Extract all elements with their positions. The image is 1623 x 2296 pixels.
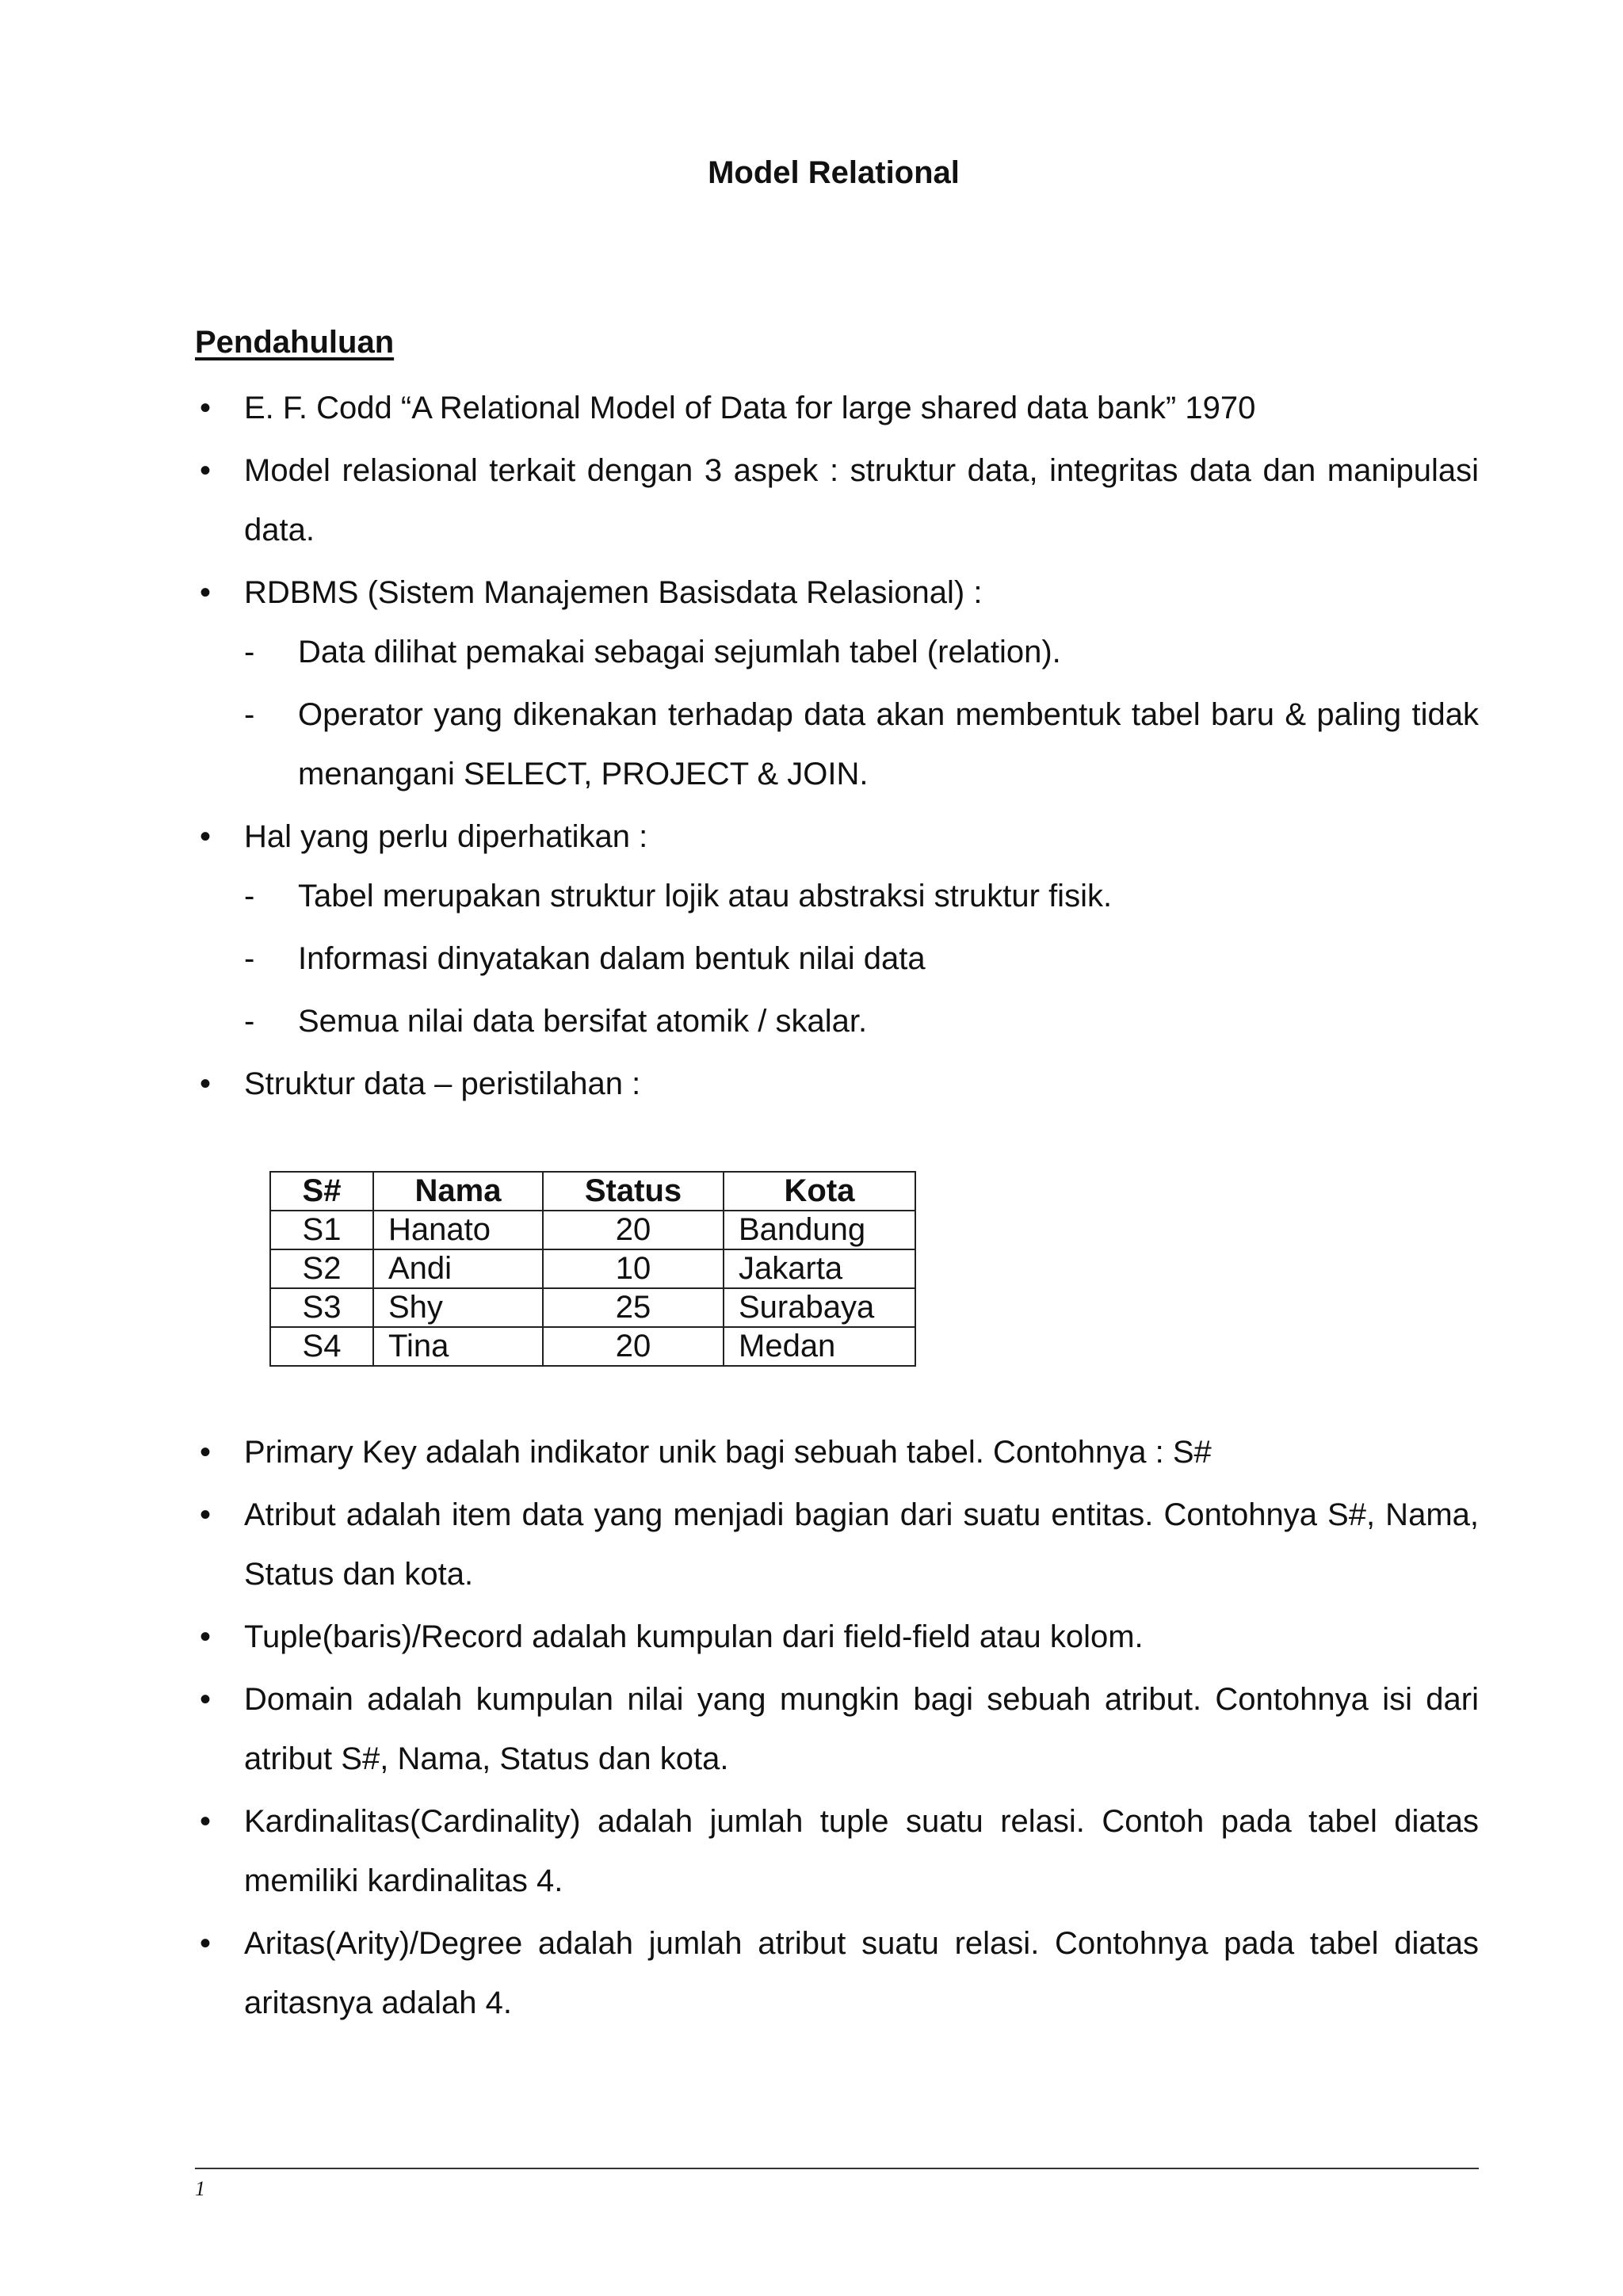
table-cell: S2 <box>270 1249 373 1288</box>
intro-bullet-list <box>195 379 1479 1117</box>
bullet-icon: • <box>200 1682 212 1717</box>
list-item <box>195 563 1479 804</box>
table-cell: S1 <box>270 1211 373 1249</box>
dash-icon: - <box>244 697 255 732</box>
table-header-cell: Status <box>543 1172 724 1211</box>
list-item <box>195 1055 1479 1114</box>
sub-list <box>244 623 1479 804</box>
list-item-text: Model relasional terkait dengan 3 aspek : struktur data, integritas data dan manipulasi data. <box>244 453 1479 547</box>
list-item <box>195 1914 1479 2033</box>
sub-list-item <box>244 992 1479 1051</box>
list-item <box>195 807 1479 1051</box>
table-cell: Hanato <box>373 1211 543 1249</box>
sub-list-item-text: Informasi dinyatakan dalam bentuk nilai data <box>298 941 926 976</box>
table-header-cell: Kota <box>724 1172 915 1211</box>
table-cell: Jakarta <box>724 1249 915 1288</box>
list-item-text: Tuple(baris)/Record adalah kumpulan dari field-field atau kolom. <box>244 1619 1144 1654</box>
table-cell: Shy <box>373 1288 543 1327</box>
table-header-cell: S# <box>270 1172 373 1211</box>
bullet-icon: • <box>200 819 212 854</box>
definitions-bullet-list <box>195 1423 1479 2036</box>
list-item <box>195 1792 1479 1911</box>
bullet-icon: • <box>200 1435 212 1470</box>
list-item-text: E. F. Codd “A Relational Model of Data for large shared data bank” 1970 <box>244 391 1256 425</box>
list-item-text: Domain adalah kumpulan nilai yang mungkin bagi sebuah atribut. Contohnya isi dari atribut S#, Nama, Status dan kota. <box>244 1682 1479 1776</box>
bullet-icon: • <box>200 1066 212 1101</box>
table-header-row <box>270 1172 915 1211</box>
footer-divider <box>195 2168 1479 2169</box>
section-heading: Pendahuluan <box>195 325 395 360</box>
table-row <box>270 1249 915 1288</box>
dash-icon: - <box>244 635 255 669</box>
sub-list-item <box>244 929 1479 989</box>
sub-list-item-text: Data dilihat pemakai sebagai sejumlah tabel (relation). <box>298 635 1061 669</box>
table-cell: Medan <box>724 1327 915 1366</box>
dash-icon: - <box>244 879 255 913</box>
bullet-icon: • <box>200 1497 212 1532</box>
bullet-icon: • <box>200 453 212 488</box>
table-row <box>270 1327 915 1366</box>
list-item-text: Aritas(Arity)/Degree adalah jumlah atribut suatu relasi. Contohnya pada tabel diatas aritasnya adalah 4. <box>244 1926 1479 2020</box>
bullet-icon: • <box>200 1619 212 1654</box>
table-cell: S4 <box>270 1327 373 1366</box>
table-cell: Surabaya <box>724 1288 915 1327</box>
sub-list-item-text: Operator yang dikenakan terhadap data akan membentuk tabel baru & paling tidak menangani SELECT, PROJECT & JOIN. <box>298 697 1479 791</box>
bullet-icon: • <box>200 391 212 425</box>
list-item <box>195 379 1479 438</box>
supplier-table <box>269 1171 916 1367</box>
list-item-text: RDBMS (Sistem Manajemen Basisdata Relasional) : <box>244 575 983 610</box>
table-cell: 10 <box>543 1249 724 1288</box>
list-item-text: Kardinalitas(Cardinality) adalah jumlah tuple suatu relasi. Contoh pada tabel diatas memiliki kardinalitas 4. <box>244 1804 1479 1898</box>
table-row <box>270 1211 915 1249</box>
table-cell: S3 <box>270 1288 373 1327</box>
table-cell: 25 <box>543 1288 724 1327</box>
sub-list-item <box>244 867 1479 926</box>
sub-list-item <box>244 623 1479 682</box>
table-cell: Tina <box>373 1327 543 1366</box>
page-title: Model Relational <box>708 155 960 190</box>
list-item <box>195 441 1479 560</box>
list-item <box>195 1423 1479 1482</box>
bullet-icon: • <box>200 1926 212 1961</box>
table-cell: 20 <box>543 1211 724 1249</box>
list-item <box>195 1608 1479 1667</box>
list-item-text: Atribut adalah item data yang menjadi bagian dari suatu entitas. Contohnya S#, Nama, Status dan kota. <box>244 1497 1479 1592</box>
list-item-text: Struktur data – peristilahan : <box>244 1066 641 1101</box>
table-cell: 20 <box>543 1327 724 1366</box>
page-number: 1 <box>195 2177 205 2200</box>
list-item <box>195 1670 1479 1789</box>
list-item-text: Primary Key adalah indikator unik bagi sebuah tabel. Contohnya : S# <box>244 1435 1212 1470</box>
table-cell: Bandung <box>724 1211 915 1249</box>
sub-list-item <box>244 685 1479 804</box>
bullet-icon: • <box>200 1804 212 1839</box>
table-row <box>270 1288 915 1327</box>
bullet-icon: • <box>200 575 212 610</box>
sub-list-item-text: Semua nilai data bersifat atomik / skalar. <box>298 1004 868 1039</box>
dash-icon: - <box>244 1004 255 1039</box>
list-item <box>195 1486 1479 1604</box>
dash-icon: - <box>244 941 255 976</box>
list-item-text: Hal yang perlu diperhatikan : <box>244 819 648 854</box>
table-header-cell: Nama <box>373 1172 543 1211</box>
sub-list-item-text: Tabel merupakan struktur lojik atau abstraksi struktur fisik. <box>298 879 1113 913</box>
table-cell: Andi <box>373 1249 543 1288</box>
sub-list <box>244 867 1479 1051</box>
